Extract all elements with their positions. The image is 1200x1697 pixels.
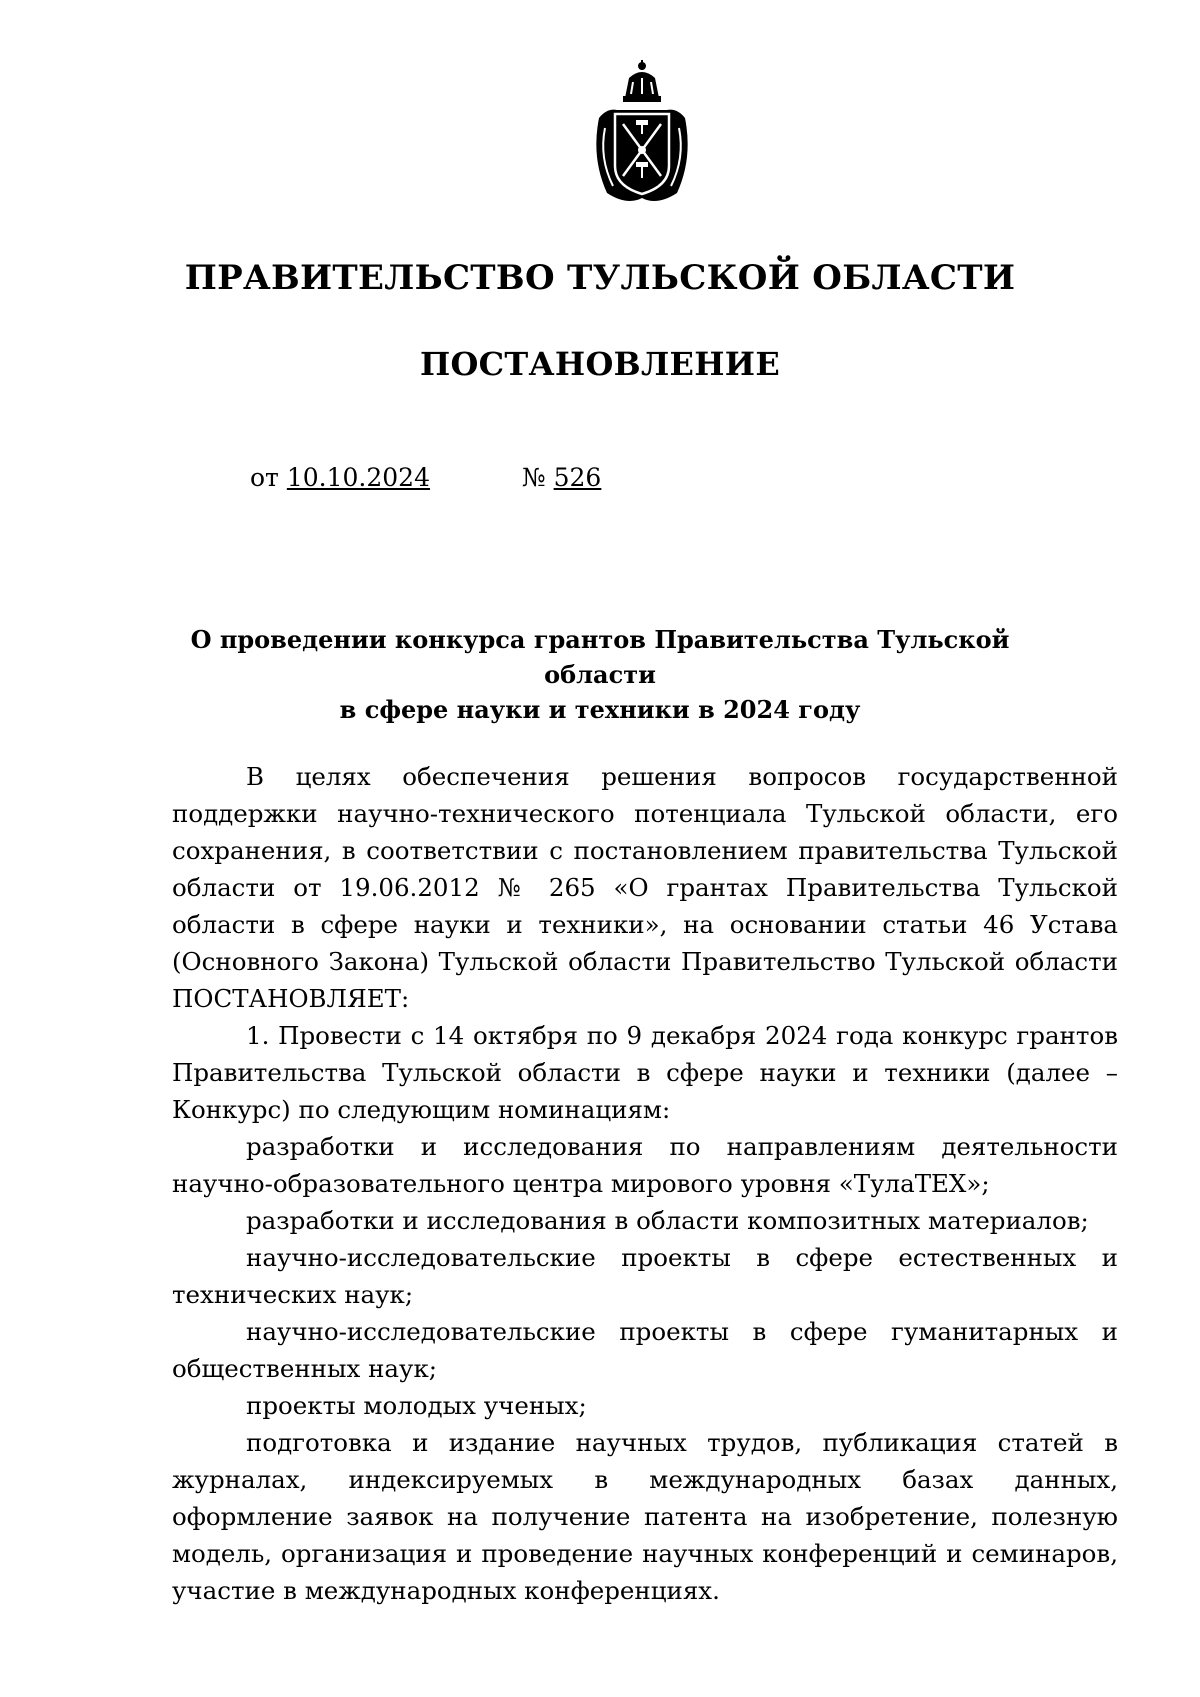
document-subject [140,622,1060,727]
number-prefix: № [522,463,546,492]
date-prefix: от [250,463,279,492]
list-item: подготовка и издание научных трудов, публикация статей в журналах, индексируемых в международных базах данных, оформление заявок на получение патента на изобретение, полезную модель, организация и проведение научных конференций и семинаров, участие в международных конференциях. [172,1428,1118,1605]
document-date-line [250,462,430,494]
coat-of-arms-icon [587,58,697,208]
list-item: научно-исследовательские проекты в сфере гуманитарных и общественных наук; [172,1317,1118,1383]
document-body [172,758,1118,1609]
body-paragraph: 1. Провести с 14 октября по 9 декабря 2024 года конкурс грантов Правительства Тульской области в сфере науки и техники (далее – Конкурс) по следующим номинациям: [172,1021,1118,1124]
list-item: разработки и исследования в области композитных материалов; [246,1206,1089,1235]
subject-line: О проведении конкурса грантов Правительства Тульской области [190,625,1010,689]
document-date: 10.10.2024 [286,463,430,492]
list-item: научно-исследовательские проекты в сфере естественных и технических наук; [172,1243,1118,1309]
government-title: ПРАВИТЕЛЬСТВО ТУЛЬСКОЙ ОБЛАСТИ [184,258,1016,298]
subject-line: в сфере науки и техники в 2024 году [339,695,861,724]
list-item: разработки и исследования по направлениям деятельности научно-образовательного центра мирового уровня «ТулаТЕХ»; [172,1132,1118,1198]
document-type: ПОСТАНОВЛЕНИЕ [419,345,781,383]
document-number: 526 [553,463,602,492]
list-item: проекты молодых ученых; [246,1391,587,1420]
document-number-line [522,462,601,494]
body-paragraph: В целях обеспечения решения вопросов государственной поддержки научно-технического потенциала Тульской области, его сохранения, в соответствии с постановлением правительства Тульской области от 19.06.2012 № 265 «О грантах Правительства Тульской области в сфере науки и техники», на основании статьи 46 Устава (Основного Закона) Тульской области Правительство Тульской области ПОСТАНОВЛЯЕТ: [172,762,1118,1013]
